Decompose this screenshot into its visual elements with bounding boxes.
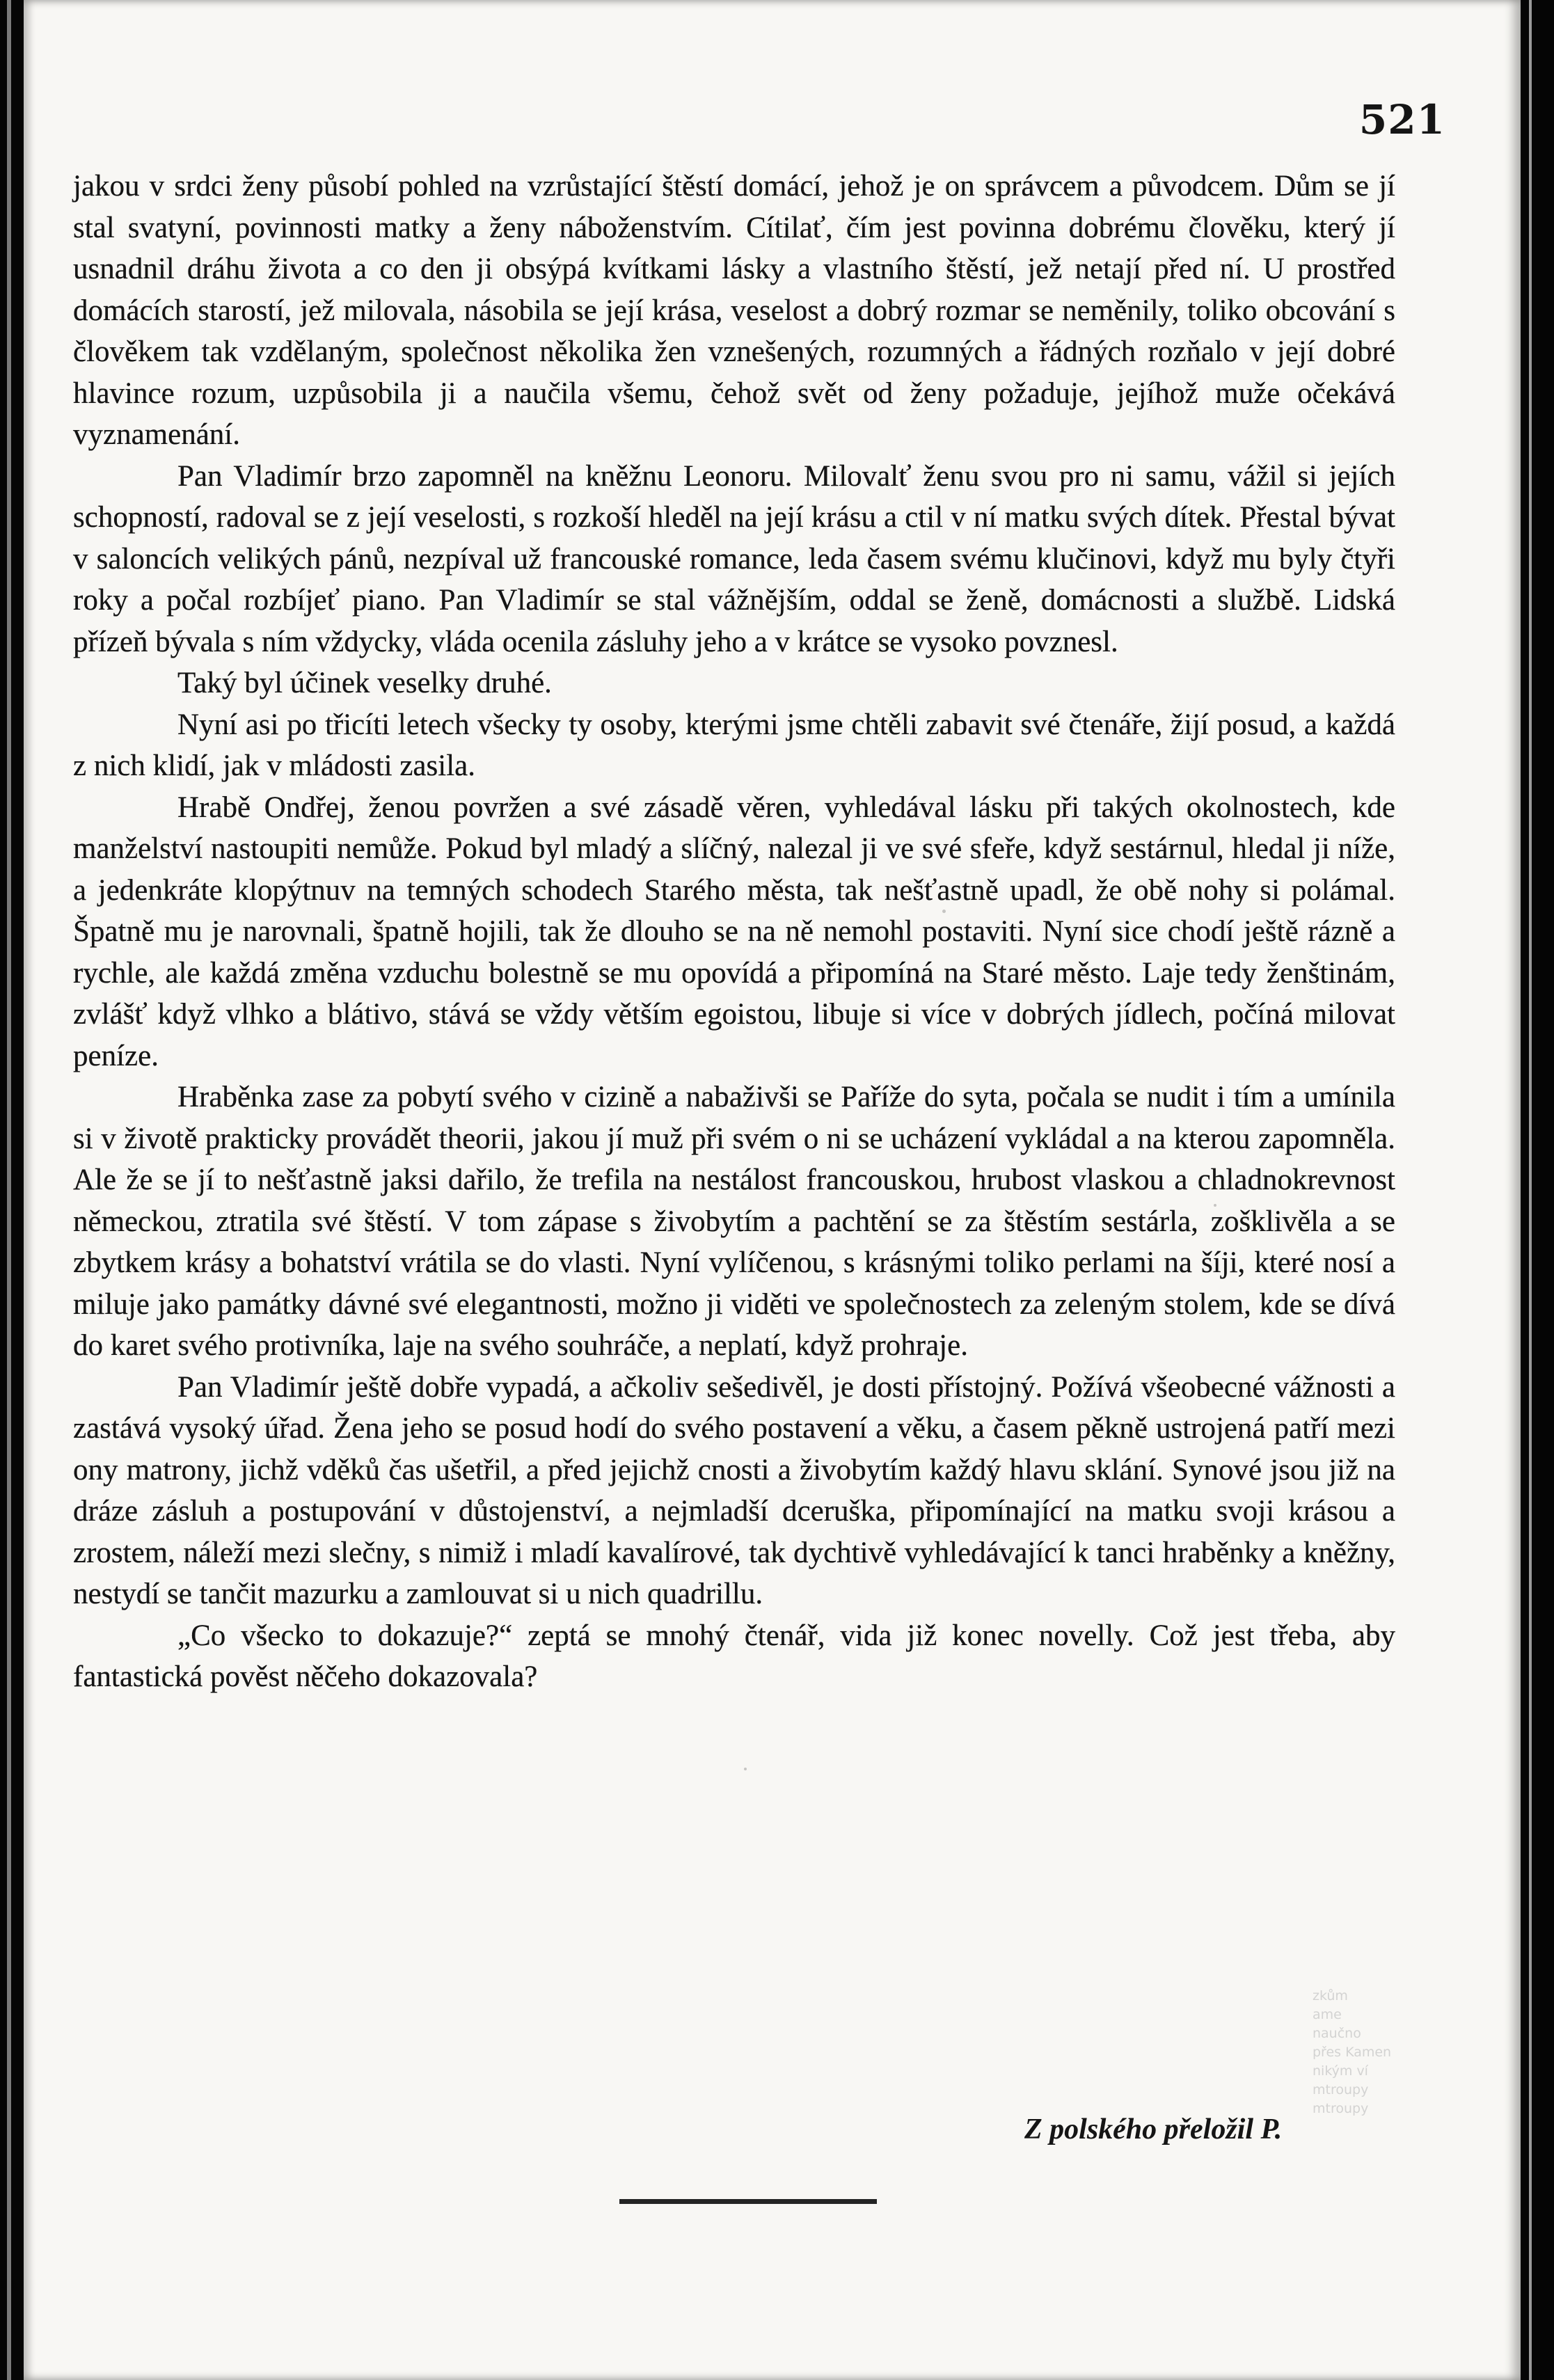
paragraph-4: Nyní asi po třicíti letech všecky ty osoby, kterými jsme chtěli zabavit své čtenáře, žijí posud, a každá z nich klidí, jak v mládosti zasila. — [73, 708, 1395, 782]
paragraph-6: Hraběnka zase za pobytí svého v cizině a nabaživši se Paříže do syta, počala se nudit i tím a umínila si v životě prakticky provádět theorii, jakou jí muž při svém o ni se ucházení vykládal a na kterou zapomněla. Ale že se jí to nešťastně jaksi dařilo, že trefila na nestálost francouskou, hrubost vlaskou a chladnokrevnost německou, ztratila své štěstí. V tom zápase s živobytím a pachtění se za štěstím sestárla, zošklivěla a se zbytkem krásy a bohatství vrátila se do vlasti. Nyní vylíčenou, s krásnými toliko perlami na šíji, které nosí a miluje jako památky dávné své elegantnosti, možno ji viděti ve společnostech za zeleným stolem, kde se dívá do karet svého protivníka, laje na svého souhráče, a neplatí, když prohraje. — [73, 1081, 1395, 1362]
translator-signature: Z polského přeložil P. — [1024, 2113, 1283, 2145]
faint-bleedthrough-notes — [1313, 1987, 1480, 2118]
paper-speckle — [744, 1768, 747, 1770]
margin-note: nikým ví — [1313, 2063, 1368, 2079]
main-text — [73, 166, 1395, 1698]
margin-note: přes Kamen — [1313, 2045, 1392, 2060]
margin-note: mtroupy — [1313, 2101, 1369, 2116]
right-scan-edge — [1521, 0, 1554, 2380]
paragraph-1: jakou v srdci ženy působí pohled na vzrůstající štěstí domácí, jehož je on správcem a původcem. Dům se jí stal svatyní, povinnosti matky a ženy náboženstvím. Cítilať, čím jest povinna dobrému člověku, který jí usnadnil dráhu života a co den ji obsýpá kvítkami lásky a vlastního štěstí, jež netají před ní. U prostřed domácích starostí, jež milovala, násobila se její krása, veselost a dobrý rozmar se neměnily, toliko obcování s člověkem tak vzdělaným, společnost několika žen vznešených, rozumných a řádných rozňalo v její dobré hlavince rozum, uzpůsobila ji a naučila všemu, čehož svět od ženy požaduje, jejíhož muže očekává vyznamenání. — [73, 170, 1395, 451]
paragraph-8: „Co všecko to dokazuje?“ zeptá se mnohý čtenář, vida již konec novelly. Což jest třeba, aby fantastická pověst něčeho dokazovala? — [73, 1619, 1395, 1693]
paragraph-5: Hrabě Ondřej, ženou povržen a své zásadě věren, vyhledával lásku při takých okolnostech, kde manželství nastoupiti nemůže. Pokud byl mladý a slíčný, nalezal ji ve své sfeře, když sestárnul, hledal ji níže, a jedenkráte klopýtnuv na temných schodech Starého města, tak nešťastně upadl, že obě nohy si polámal. Špatně mu je narovnali, špatně hojili, tak že dlouho se na ně nemohl postaviti. Nyní sice chodí ještě rázně a rychle, ale každá změna vzduchu bolestně se mu opovídá a připomíná na Staré město. Laje tedy ženštinám, zvlášť když vlhko a blátivo, stává se vždy větším egoistou, libuje si více v dobrých jídlech, počíná milovat peníze. — [73, 791, 1395, 1072]
book-page — [24, 0, 1521, 2380]
paragraph-7: Pan Vladimír ještě dobře vypadá, a ačkoliv sešedivěl, je dosti přístojný. Požívá všeobecné vážnosti a zastává vysoký úřad. Žena jeho se posud hodí do svého postavení a věku, a časem pěkně ustrojená patří mezi ony matrony, jichž vděků čas ušetřil, a před jejichž cnosti a živobytím každý hlavu sklání. Synové jsou již na dráze zásluh a postupování v důstojenství, a nejmladší dceruška, připomínající na matku svoji krásou a zrostem, náleží mezi slečny, s nimiž i mladí kavalírové, tak dychtivě vyhledávající k tanci hraběnky a kněžny, nestydí se tančit mazurku a zamlouvat si u nich quadrillu. — [73, 1370, 1395, 1610]
margin-note: naučno — [1313, 2026, 1361, 2041]
margin-note: ame — [1313, 2007, 1342, 2022]
paper-speckle — [1214, 1204, 1216, 1207]
paragraph-2: Pan Vladimír brzo zapomněl na kněžnu Leonoru. Milovalť ženu svou pro ni samu, vážil si jejích schopností, radoval se z její veselosti, s rozkoší hleděl na její krásu a ctil v ní matku svých dítek. Přestal bývat v saloncích velikých pánů, nezpíval už francouské romance, leda časem svému klučinovi, když mu byly čtyři roky a počal rozbíjeť piano. Pan Vladimír se stal vážnějším, oddal se ženě, domácnosti a službě. Lidská přízeň bývala s ním vždycky, vláda ocenila zásluhy jeho a v krátce se vysoko povznesl. — [73, 459, 1395, 658]
margin-note: zkům — [1313, 1988, 1348, 2004]
page-number: 521 — [1358, 96, 1445, 143]
margin-note: mtroupy — [1313, 2082, 1369, 2097]
paper-speckle — [942, 910, 946, 913]
section-divider — [619, 2199, 877, 2204]
left-binding-edge — [0, 0, 24, 2380]
paragraph-3: Taký byl účinek veselky druhé. — [177, 667, 552, 699]
